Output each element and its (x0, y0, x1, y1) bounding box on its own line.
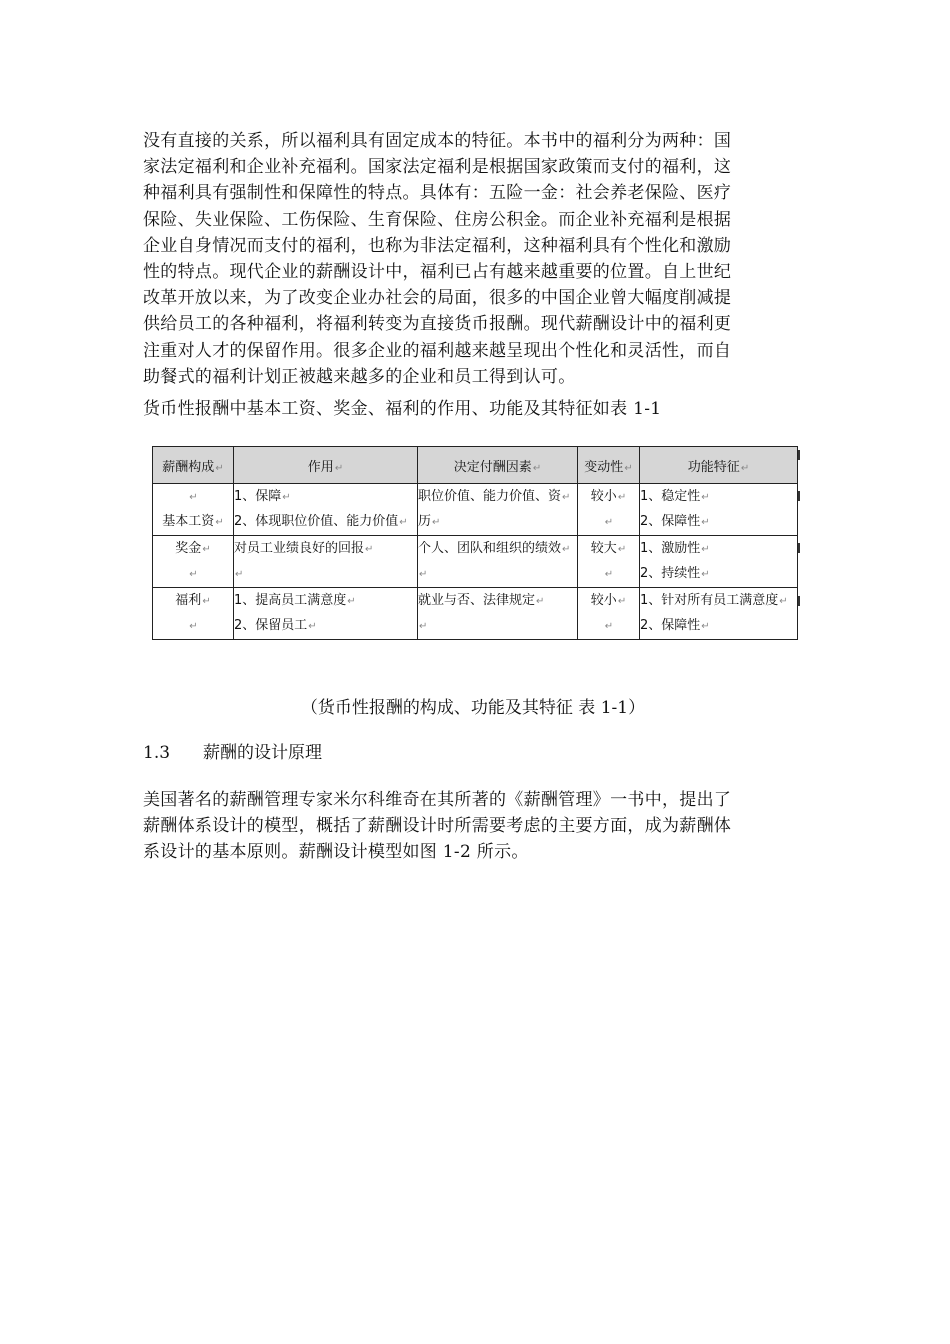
text-line: 改革开放以来，为了改变企业办社会的局面，很多的中国企业曾大幅度削减提 (143, 288, 732, 309)
table-cell-role (234, 484, 418, 536)
paragraph-mark: ↵ (347, 596, 356, 607)
paragraph-mark: ↵ (189, 569, 198, 580)
text-line: 企业自身情况而支付的福利，也称为非法定福利，这种福利具有个性化和激励 (143, 235, 732, 256)
text-line: 助餐式的福利计划正被越来越多的企业和员工得到认可。 (143, 366, 576, 387)
table-cell-features (640, 588, 798, 640)
cell-line (418, 561, 577, 586)
cell-line (578, 588, 639, 613)
table-cell-factors (418, 536, 578, 588)
paragraph-mark: ↵ (604, 517, 614, 528)
paragraph-mark: ↵ (617, 544, 627, 555)
cell-line (578, 509, 639, 534)
paragraph-mark: ↵ (202, 544, 211, 555)
header-component: 薪酬构成↵ (153, 447, 234, 484)
cell-text: 福利 (175, 593, 202, 608)
text-line: 保险、失业保险、工伤保险、生育保险、住房公积金。而企业补充福利是根据 (143, 209, 732, 230)
paragraph-mark: ↵ (779, 596, 788, 607)
cell-text: 就业与否、法律规定 (418, 593, 536, 608)
paragraph-mark: ↵ (202, 596, 211, 607)
text-line: 美国著名的薪酬管理专家米尔科维奇在其所著的《薪酬管理》一书中，提出了 (143, 790, 732, 810)
cell-line (418, 536, 577, 561)
paragraph-mark: ↵ (604, 621, 614, 632)
paragraph-mark: ↵ (701, 621, 710, 632)
table-cell-variability (578, 536, 640, 588)
cell-text: 1、提高员工满意度 (234, 593, 347, 608)
header-factors: 决定付酬因素↵ (418, 447, 578, 484)
paragraph-mark: ↵ (365, 544, 374, 555)
cell-line (418, 588, 577, 613)
cell-text: 较大 (590, 541, 617, 556)
paragraph-mark: ↵ (235, 569, 244, 580)
cell-text: 2、保障性 (640, 618, 701, 633)
cell-line (234, 561, 417, 586)
cell-line (640, 613, 797, 638)
cell-text: 历 (418, 514, 432, 529)
table-cell-component (153, 588, 234, 640)
text-line: 没有直接的关系，所以福利具有固定成本的特征。本书中的福利分为两种：国 (143, 131, 732, 151)
table-cell-variability (578, 484, 640, 536)
cell-text: 对员工业绩良好的回报 (234, 541, 365, 556)
paragraph-mark: ↵ (215, 517, 224, 528)
cell-line (640, 536, 797, 561)
cell-line (640, 561, 797, 586)
paragraph-mark: ↵ (399, 517, 408, 528)
section-title: 薪酬的设计原理 (203, 743, 322, 763)
paragraph-benefits (143, 128, 803, 390)
table-cell-role (234, 588, 418, 640)
cell-line (640, 484, 797, 509)
text-line: 种福利具有强制性和保障性的特点。具体有：五险一金：社会养老保险、医疗 (143, 183, 732, 204)
cell-line (578, 561, 639, 586)
table-cell-factors (418, 484, 578, 536)
paragraph-mark: ↵ (419, 569, 428, 580)
table-cell-component (153, 484, 234, 536)
paragraph-design-model (143, 787, 803, 866)
paragraph-mark: ↵ (432, 517, 441, 528)
section-number: 1.3 (143, 743, 171, 763)
paragraph-mark: ↵ (189, 492, 198, 503)
paragraph-mark: ↵ (604, 569, 614, 580)
cell-text: 1、稳定性 (640, 489, 701, 504)
cell-text: 个人、团队和组织的绩效 (418, 541, 562, 556)
paragraph-mark: ↵ (308, 621, 317, 632)
table-cell-role (234, 536, 418, 588)
cell-line (153, 561, 233, 586)
cell-line (234, 613, 417, 638)
cell-text: 较小 (590, 593, 617, 608)
paragraph-mark: ↵ (701, 569, 710, 580)
paragraph-mark: ↵ (419, 621, 428, 632)
text-line: 性的特点。现代企业的薪酬设计中，福利已占有越来越重要的位置。自上世纪 (143, 262, 732, 283)
cell-text: 2、保障性 (640, 514, 701, 529)
paragraph-mark: ↵ (189, 621, 198, 632)
cell-line (640, 588, 797, 613)
cell-line (234, 509, 417, 534)
cell-line (153, 536, 233, 561)
section-heading (143, 738, 322, 763)
cell-line (234, 536, 417, 561)
paragraph-mark: ↵ (617, 492, 627, 503)
cell-line (640, 509, 797, 534)
header-features: 功能特征↵ (640, 447, 798, 484)
table-row (153, 536, 798, 588)
cell-text: 奖金 (175, 541, 202, 556)
text-line: 薪酬体系设计的模型，概括了薪酬设计时所需要考虑的主要方面，成为薪酬体 (143, 816, 732, 837)
table-row (153, 588, 798, 640)
table-cell-features (640, 536, 798, 588)
cell-line (153, 484, 233, 509)
cell-text: 1、激励性 (640, 541, 701, 556)
cell-line (234, 484, 417, 509)
cell-line (578, 484, 639, 509)
text-line: 供给员工的各种福利，将福利转变为直接货币报酬。现代薪酬设计中的福利更 (143, 314, 732, 335)
table-header-row (153, 447, 798, 484)
text-line: 系设计的基本原则。薪酬设计模型如图 1-2 所示。 (143, 842, 529, 863)
cell-text: 基本工资 (162, 514, 215, 529)
paragraph-mark: ↵ (617, 596, 627, 607)
cell-text: 2、保留员工 (234, 618, 308, 633)
header-role: 作用↵ (234, 447, 418, 484)
table-row (153, 484, 798, 536)
cell-text: 2、体现职位价值、能力价值 (234, 514, 399, 529)
paragraph-mark: ↵ (562, 544, 571, 555)
paragraph-mark: ↵ (701, 517, 710, 528)
cell-line (153, 613, 233, 638)
compensation-table (152, 446, 798, 640)
paragraph-mark: ↵ (282, 492, 291, 503)
cell-text: 1、针对所有员工满意度 (640, 593, 779, 608)
table-cell-factors (418, 588, 578, 640)
cell-line (153, 588, 233, 613)
header-variability: 变动性↵ (578, 447, 640, 484)
paragraph-mark: ↵ (701, 492, 710, 503)
cell-text: 1、保障 (234, 489, 282, 504)
cell-line (418, 509, 577, 534)
cell-line (418, 613, 577, 638)
cell-text: 2、持续性 (640, 566, 701, 581)
paragraph-mark: ↵ (536, 596, 545, 607)
cell-line (578, 613, 639, 638)
paragraph-table-intro: 货币性报酬中基本工资、奖金、福利的作用、功能及其特征如表 1-1 (143, 399, 662, 419)
text-line: 家法定福利和企业补充福利。国家法定福利是根据国家政策而支付的福利，这 (143, 157, 732, 178)
cell-text: 较小 (590, 489, 617, 504)
table-cell-features (640, 484, 798, 536)
cell-line (153, 509, 233, 534)
table-cell-variability (578, 588, 640, 640)
table-edge-marks (798, 446, 804, 646)
paragraph-mark: ↵ (562, 492, 571, 503)
table-caption: （货币性报酬的构成、功能及其特征 表 1-1） (300, 698, 646, 718)
paragraph-mark: ↵ (701, 544, 710, 555)
cell-line (418, 484, 577, 509)
table-cell-component (153, 536, 234, 588)
compensation-table-figure (152, 446, 804, 646)
cell-line (578, 536, 639, 561)
cell-line (234, 588, 417, 613)
text-line: 注重对人才的保留作用。很多企业的福利越来越呈现出个性化和灵活性，而自 (143, 340, 732, 361)
cell-text: 职位价值、能力价值、资 (418, 489, 562, 504)
